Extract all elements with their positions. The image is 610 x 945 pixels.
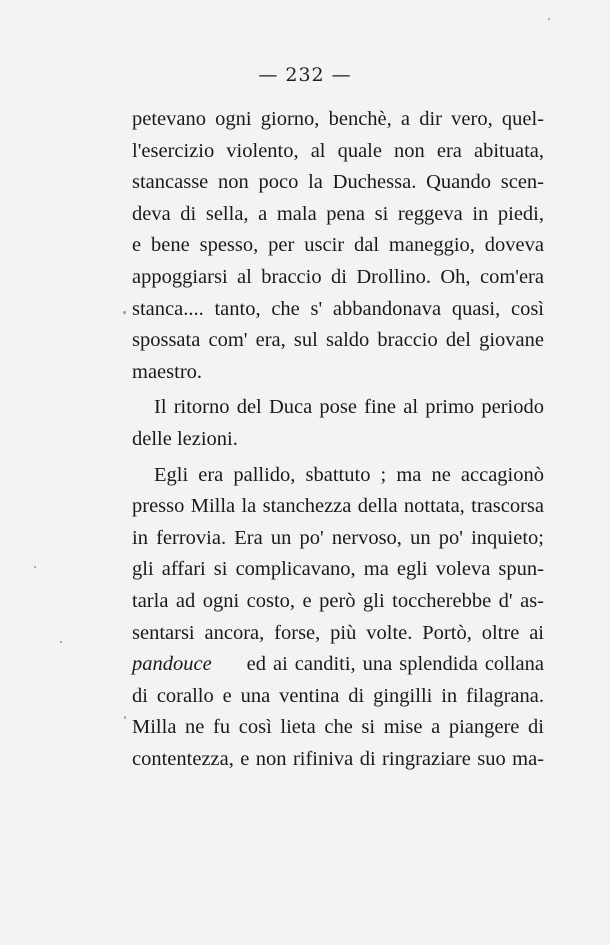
text-line: spossata com' era, sul saldo braccio del giovane (132, 329, 544, 352)
text-line: sentarsi ancora, forse, più volte. Portò, oltre ai (132, 621, 544, 644)
scan-speck (60, 641, 62, 643)
text-line: tarla ad ogni costo, e però gli toccherebbe d' as- (132, 589, 544, 612)
text-line: in ferrovia. Era un po' nervoso, un po' inquieto; (132, 526, 544, 549)
text-line: contentezza, e non rifiniva di ringraziare suo ma- (132, 747, 544, 770)
italic-word: pandouce (132, 653, 212, 676)
text-line: gli affari si complicavano, ma egli voleva spun- (132, 558, 544, 581)
scan-speck (124, 716, 126, 719)
text-line: presso Milla la stanchezza della nottata, trascorsa (132, 495, 544, 518)
text-line: maestro. (132, 360, 203, 383)
text-fragment: ed ai canditi, una splendida collana (246, 653, 545, 676)
page-number: — 232 — (258, 64, 352, 86)
text-line: Milla ne fu così lieta che si mise a piangere di (132, 716, 544, 739)
scan-speck (548, 18, 550, 20)
text-line: petevano ogni giorno, benchè, a dir vero, quel- (132, 108, 544, 130)
body-text (132, 104, 544, 775)
scan-speck (123, 311, 126, 314)
text-line: deva di sella, a mala pena si reggeva in piedi, (132, 202, 544, 225)
text-line: Il ritorno del Duca pose fine al primo periodo (154, 396, 544, 419)
text-line-with-italic (132, 649, 544, 681)
text-line: stancasse non poco la Duchessa. Quando scen- (132, 171, 544, 194)
text-line: delle lezioni. (132, 427, 238, 450)
scan-speck (34, 566, 36, 568)
text-line: l'esercizio violento, al quale non era abituata, (132, 139, 544, 162)
text-line: stanca.... tanto, che s' abbandonava quasi, così (132, 297, 544, 320)
text-line: Egli era pallido, sbattuto ; ma ne accagionò (154, 463, 544, 486)
text-line: e bene spesso, per uscir dal maneggio, doveva (132, 234, 544, 257)
text-line: di corallo e una ventina di gingilli in filagrana. (132, 684, 544, 707)
text-line: appoggiarsi al braccio di Drollino. Oh, com'era (132, 265, 544, 288)
